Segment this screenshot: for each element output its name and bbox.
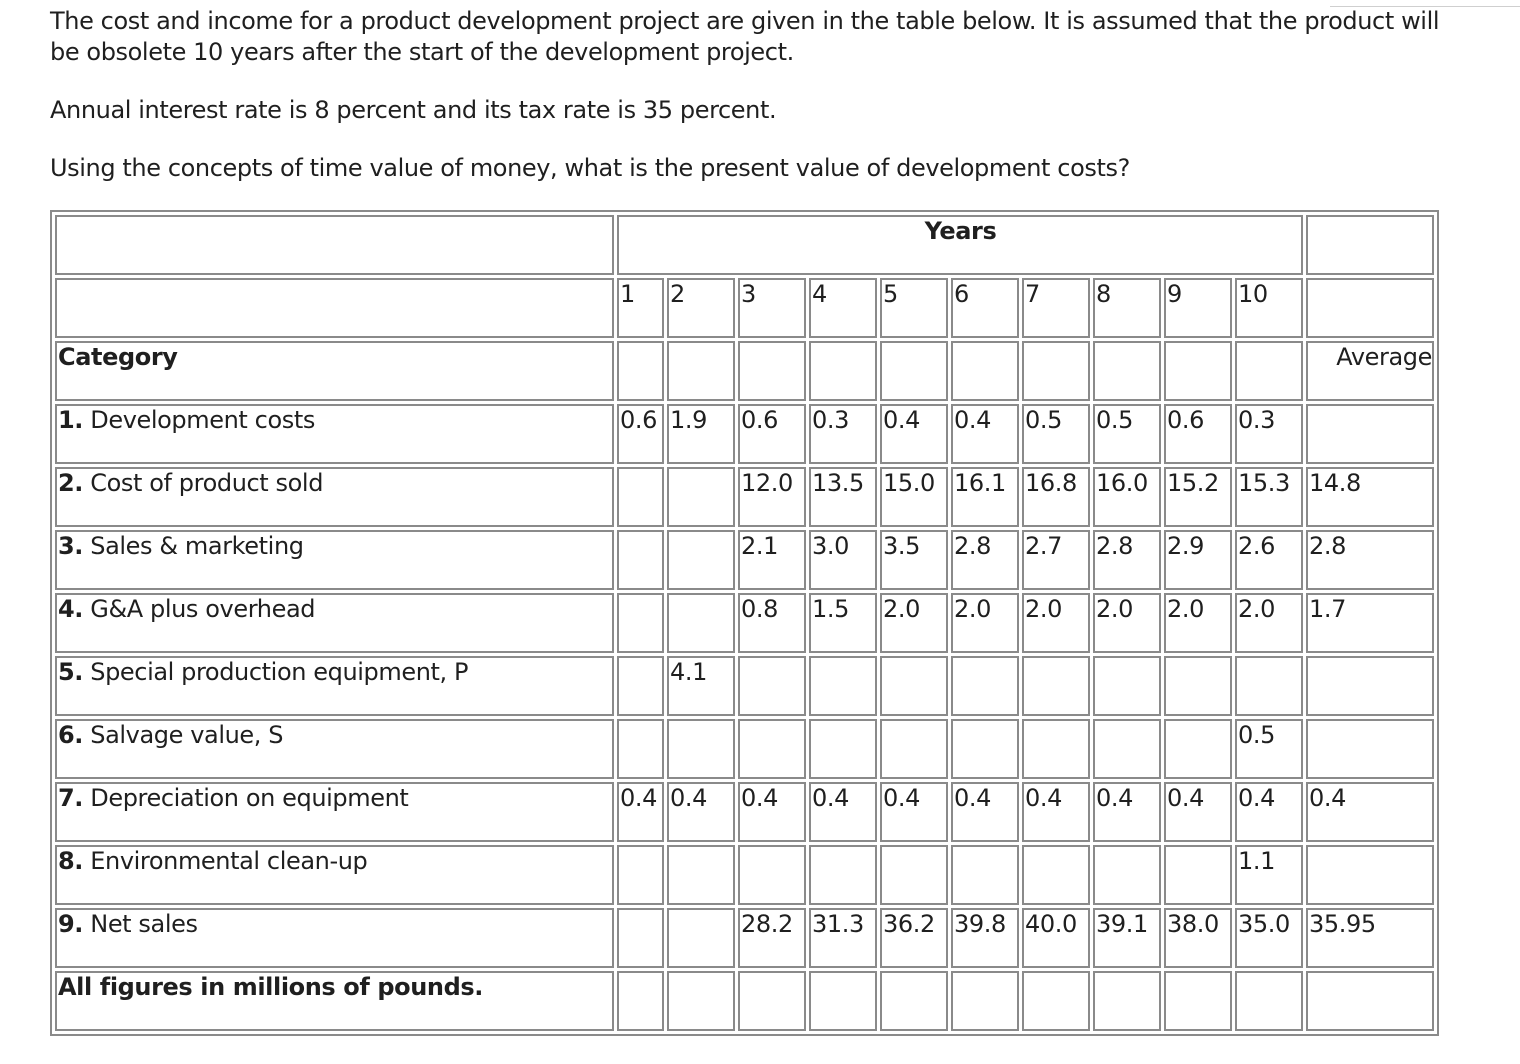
value-cell: 2.6: [1235, 530, 1303, 590]
empty-cell: [1235, 971, 1303, 1031]
empty-cell: [1164, 341, 1232, 401]
average-cell: 2.8: [1306, 530, 1434, 590]
question-text: [50, 6, 1470, 184]
value-cell: 0.4: [880, 782, 948, 842]
empty-cell: [951, 341, 1019, 401]
value-cell: 2.1: [738, 530, 806, 590]
empty-cell: [1022, 971, 1090, 1031]
value-cell: 1.1: [1235, 845, 1303, 905]
value-cell: 36.2: [880, 908, 948, 968]
value-cell: 15.0: [880, 467, 948, 527]
value-cell: 31.3: [809, 908, 877, 968]
table-row: [55, 530, 1434, 590]
years-header-row: [55, 215, 1434, 275]
average-header: Average: [1306, 341, 1434, 401]
value-cell: 35.0: [1235, 908, 1303, 968]
value-cell: 16.0: [1093, 467, 1161, 527]
row-label: [55, 404, 614, 464]
row-label-text: Cost of product sold: [83, 469, 324, 497]
table-row: [55, 782, 1434, 842]
value-cell: 0.3: [1235, 404, 1303, 464]
years-header: Years: [617, 215, 1303, 275]
value-cell: 2.0: [951, 593, 1019, 653]
value-cell: [617, 845, 664, 905]
average-cell: 14.8: [1306, 467, 1434, 527]
value-cell: [1164, 845, 1232, 905]
row-label-text: Net sales: [83, 910, 198, 938]
row-label: [55, 719, 614, 779]
row-number: 4.: [58, 595, 84, 623]
year-number: 3: [738, 278, 806, 338]
value-cell: 16.1: [951, 467, 1019, 527]
empty-cell: [617, 971, 664, 1031]
empty-cell: [667, 341, 735, 401]
value-cell: 12.0: [738, 467, 806, 527]
empty-cell: [1306, 278, 1434, 338]
value-cell: [667, 593, 735, 653]
year-number: 6: [951, 278, 1019, 338]
value-cell: 16.8: [1022, 467, 1090, 527]
value-cell: [617, 530, 664, 590]
category-header: [55, 341, 614, 401]
year-numbers-row: [55, 278, 1434, 338]
empty-cell: [1164, 971, 1232, 1031]
value-cell: [667, 845, 735, 905]
value-cell: 0.4: [1093, 782, 1161, 842]
value-cell: [617, 467, 664, 527]
value-cell: 3.0: [809, 530, 877, 590]
row-label-text: Special production equipment, P: [83, 658, 469, 686]
value-cell: 4.1: [667, 656, 735, 716]
value-cell: 0.4: [880, 404, 948, 464]
value-cell: [617, 593, 664, 653]
empty-cell: [55, 215, 614, 275]
year-number: 1: [617, 278, 664, 338]
table-row: [55, 593, 1434, 653]
value-cell: [1164, 719, 1232, 779]
value-cell: 2.0: [1093, 593, 1161, 653]
value-cell: 0.5: [1093, 404, 1161, 464]
empty-cell: [1306, 215, 1434, 275]
row-label-text: Environmental clean-up: [83, 847, 368, 875]
value-cell: [667, 719, 735, 779]
row-label: [55, 593, 614, 653]
empty-cell: [809, 341, 877, 401]
value-cell: [880, 845, 948, 905]
value-cell: [667, 908, 735, 968]
average-cell: 35.95: [1306, 908, 1434, 968]
value-cell: 2.8: [1093, 530, 1161, 590]
value-cell: [809, 845, 877, 905]
value-cell: 0.4: [1235, 782, 1303, 842]
value-cell: [880, 656, 948, 716]
value-cell: 0.4: [1164, 782, 1232, 842]
row-label: [55, 782, 614, 842]
row-label-text: Salvage value, S: [83, 721, 284, 749]
empty-cell: [738, 971, 806, 1031]
value-cell: 13.5: [809, 467, 877, 527]
value-cell: [809, 656, 877, 716]
empty-cell: [951, 971, 1019, 1031]
value-cell: [667, 530, 735, 590]
value-cell: 3.5: [880, 530, 948, 590]
table-row: [55, 845, 1434, 905]
empty-cell: [1306, 971, 1434, 1031]
value-cell: 0.4: [617, 782, 664, 842]
empty-cell: [55, 278, 614, 338]
empty-cell: [1093, 341, 1161, 401]
value-cell: [1164, 656, 1232, 716]
value-cell: 0.5: [1022, 404, 1090, 464]
year-number: 2: [667, 278, 735, 338]
question-rates: Annual interest rate is 8 percent and its tax rate is 35 percent.: [50, 96, 777, 124]
row-label: [55, 845, 614, 905]
question-intro: The cost and income for a product development project are given in the table below. It is assumed that the product will be obsolete 10 years after the start of the development project.: [50, 7, 1440, 66]
value-cell: [1022, 845, 1090, 905]
value-cell: 2.0: [1164, 593, 1232, 653]
table-row: [55, 656, 1434, 716]
row-number: 2.: [58, 469, 84, 497]
row-label: [55, 530, 614, 590]
row-number: 7.: [58, 784, 84, 812]
year-number: 8: [1093, 278, 1161, 338]
row-label-text: Development costs: [83, 406, 315, 434]
row-label-text: Sales & marketing: [83, 532, 304, 560]
value-cell: [617, 908, 664, 968]
empty-cell: [617, 341, 664, 401]
average-cell: [1306, 656, 1434, 716]
row-label-text: Depreciation on equipment: [83, 784, 409, 812]
value-cell: 0.4: [1022, 782, 1090, 842]
value-cell: 28.2: [738, 908, 806, 968]
value-cell: [1235, 656, 1303, 716]
table-row: [55, 467, 1434, 527]
value-cell: 0.6: [617, 404, 664, 464]
table-row: [55, 404, 1434, 464]
row-label-text: G&A plus overhead: [83, 595, 316, 623]
value-cell: [880, 719, 948, 779]
value-cell: [1093, 845, 1161, 905]
value-cell: 0.4: [667, 782, 735, 842]
value-cell: 0.4: [951, 782, 1019, 842]
empty-cell: [1022, 341, 1090, 401]
cost-income-table: [50, 210, 1439, 1036]
value-cell: [1022, 656, 1090, 716]
category-header-row: [55, 341, 1434, 401]
empty-cell: [667, 971, 735, 1031]
empty-cell: [1235, 341, 1303, 401]
year-number: 9: [1164, 278, 1232, 338]
value-cell: 0.3: [809, 404, 877, 464]
empty-cell: [1093, 971, 1161, 1031]
value-cell: [1093, 719, 1161, 779]
value-cell: 15.3: [1235, 467, 1303, 527]
value-cell: 2.8: [951, 530, 1019, 590]
value-cell: [951, 719, 1019, 779]
year-number: 5: [880, 278, 948, 338]
value-cell: 15.2: [1164, 467, 1232, 527]
row-number: 8.: [58, 847, 84, 875]
value-cell: 0.4: [738, 782, 806, 842]
row-number: 3.: [58, 532, 84, 560]
average-cell: [1306, 845, 1434, 905]
value-cell: 0.4: [809, 782, 877, 842]
average-cell: 0.4: [1306, 782, 1434, 842]
value-cell: 0.6: [1164, 404, 1232, 464]
value-cell: [1022, 719, 1090, 779]
empty-cell: [880, 971, 948, 1031]
table-row: [55, 908, 1434, 968]
row-number: 1.: [58, 406, 84, 434]
value-cell: [617, 656, 664, 716]
value-cell: 38.0: [1164, 908, 1232, 968]
value-cell: [951, 656, 1019, 716]
average-cell: [1306, 404, 1434, 464]
row-number: 5.: [58, 658, 84, 686]
value-cell: 39.1: [1093, 908, 1161, 968]
value-cell: 0.8: [738, 593, 806, 653]
value-cell: 1.9: [667, 404, 735, 464]
value-cell: [667, 467, 735, 527]
footnote-cell: [55, 971, 614, 1031]
value-cell: 39.8: [951, 908, 1019, 968]
empty-cell: [738, 341, 806, 401]
row-number: 9.: [58, 910, 84, 938]
value-cell: [738, 845, 806, 905]
average-cell: 1.7: [1306, 593, 1434, 653]
footnote: All figures in millions of pounds.: [58, 973, 483, 1001]
average-cell: [1306, 719, 1434, 779]
value-cell: [809, 719, 877, 779]
value-cell: [738, 656, 806, 716]
row-label: [55, 656, 614, 716]
row-label: [55, 908, 614, 968]
table-row: [55, 719, 1434, 779]
category-header-label: Category: [58, 343, 178, 371]
footnote-row: [55, 971, 1434, 1031]
value-cell: 0.4: [951, 404, 1019, 464]
value-cell: 2.0: [1235, 593, 1303, 653]
year-number: 4: [809, 278, 877, 338]
value-cell: 2.0: [1022, 593, 1090, 653]
value-cell: 2.7: [1022, 530, 1090, 590]
value-cell: 2.9: [1164, 530, 1232, 590]
value-cell: [1093, 656, 1161, 716]
value-cell: 0.5: [1235, 719, 1303, 779]
value-cell: [617, 719, 664, 779]
value-cell: 1.5: [809, 593, 877, 653]
row-number: 6.: [58, 721, 84, 749]
value-cell: [951, 845, 1019, 905]
year-number: 7: [1022, 278, 1090, 338]
value-cell: 2.0: [880, 593, 948, 653]
value-cell: 40.0: [1022, 908, 1090, 968]
empty-cell: [809, 971, 877, 1031]
value-cell: 0.6: [738, 404, 806, 464]
empty-cell: [880, 341, 948, 401]
question-ask: Using the concepts of time value of money, what is the present value of development costs?: [50, 154, 1130, 182]
year-number: 10: [1235, 278, 1303, 338]
row-label: [55, 467, 614, 527]
value-cell: [738, 719, 806, 779]
